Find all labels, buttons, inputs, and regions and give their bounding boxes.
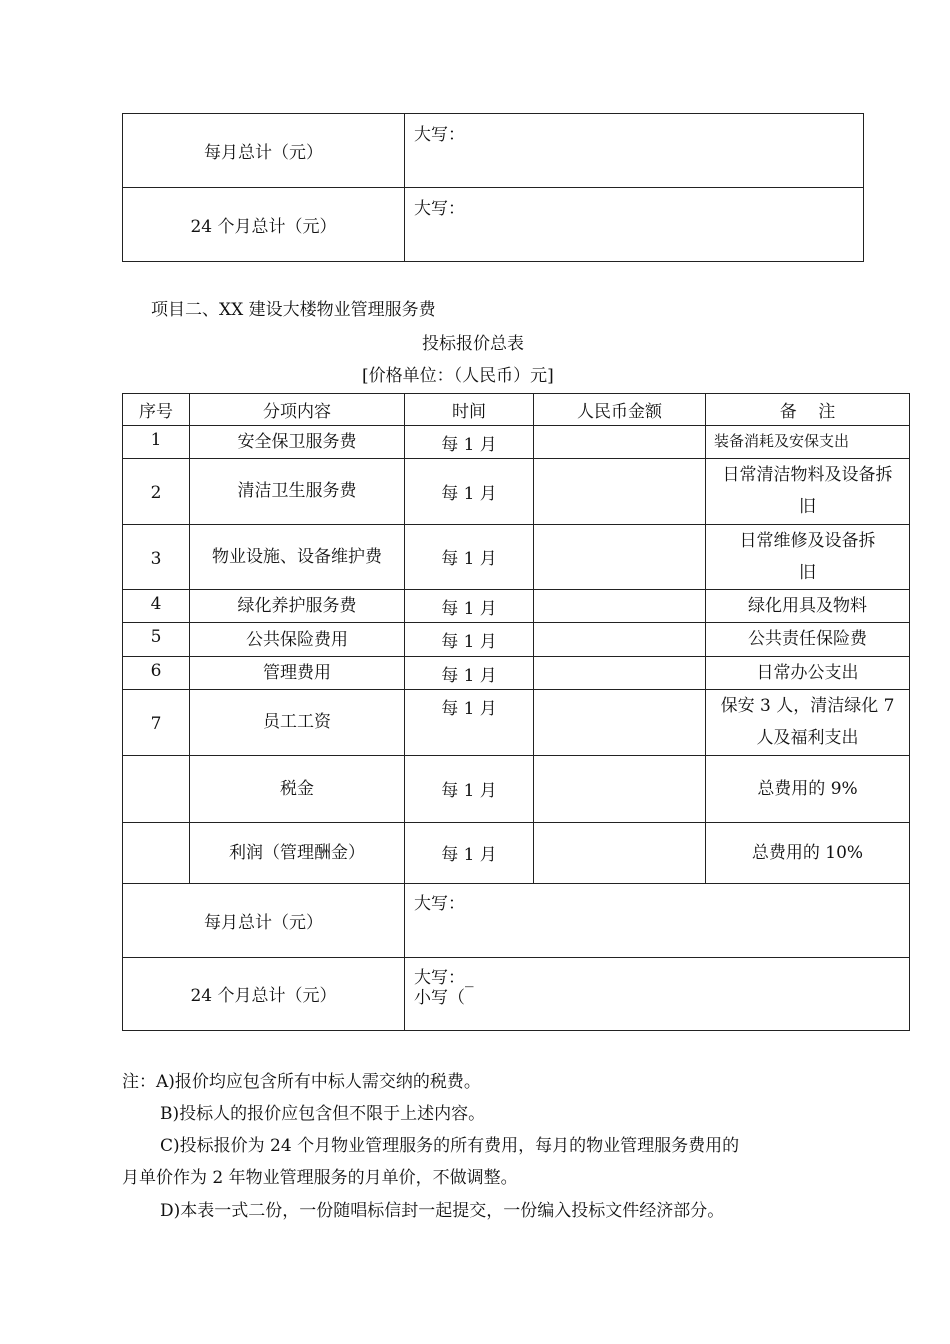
monthly-total-label: 每月总计（元） bbox=[123, 114, 405, 188]
table-row bbox=[123, 426, 910, 459]
row-amount bbox=[534, 755, 706, 822]
row-amount bbox=[534, 426, 706, 459]
row-remark: 公共责任保险费 bbox=[706, 623, 910, 656]
total-lowercase-field: 小写（ bbox=[414, 988, 465, 1009]
row-no: 5 bbox=[123, 623, 190, 656]
row-item: 公共保险费用 bbox=[190, 623, 405, 656]
note-c-continued: 月单价作为 2 年物业管理服务的月单价，不做调整。 bbox=[122, 1168, 518, 1188]
row-remark: 绿化用具及物料 bbox=[706, 590, 910, 623]
row-amount bbox=[534, 623, 706, 656]
monthly-total-row bbox=[123, 883, 910, 957]
table-row bbox=[123, 656, 910, 689]
table-row bbox=[123, 590, 910, 623]
row-item: 安全保卫服务费 bbox=[190, 426, 405, 459]
table-row bbox=[123, 524, 910, 590]
bid-price-table bbox=[122, 393, 910, 1031]
table-header-row bbox=[123, 394, 910, 426]
row-time: 每 1 月 bbox=[405, 590, 534, 623]
monthly-total-value: 大写： bbox=[405, 114, 864, 188]
total-24-months-value bbox=[405, 957, 910, 1030]
header-remark: 备 注 bbox=[706, 394, 910, 426]
row-time: 每 1 月 bbox=[405, 459, 534, 525]
row-item: 税金 bbox=[190, 755, 405, 822]
row-no bbox=[123, 822, 190, 883]
row-remark: 总费用的 10% bbox=[706, 822, 910, 883]
total-24-months-row bbox=[123, 957, 910, 1030]
note-c: C)投标报价为 24 个月物业管理服务的所有费用，每月的物业管理服务费用的 bbox=[160, 1136, 740, 1156]
header-no: 序号 bbox=[123, 394, 190, 426]
row-remark: 总费用的 9% bbox=[706, 755, 910, 822]
row-no: 1 bbox=[123, 426, 190, 459]
header-amount: 人民币金额 bbox=[534, 394, 706, 426]
row-amount bbox=[534, 524, 706, 590]
row-time: 每 1 月 bbox=[405, 822, 534, 883]
row-no: 4 bbox=[123, 590, 190, 623]
total-uppercase-field: 大写：_ bbox=[414, 967, 474, 988]
total-24-months-value: 大写： bbox=[405, 188, 864, 262]
header-time: 时间 bbox=[405, 394, 534, 426]
table-row bbox=[123, 459, 910, 525]
row-item: 物业设施、设备维护费 bbox=[190, 524, 405, 590]
row-time: 每 1 月 bbox=[405, 426, 534, 459]
row-time: 每 1 月 bbox=[405, 623, 534, 656]
prior-summary-table bbox=[122, 113, 864, 262]
total-24-months-label: 24 个月总计（元） bbox=[123, 188, 405, 262]
row-remark: 日常维修及设备拆旧 bbox=[706, 524, 910, 590]
price-unit-line: [价格单位：（人民币）元] bbox=[362, 366, 554, 386]
table-row bbox=[123, 755, 910, 822]
project-title: 项目二、XX 建设大楼物业管理服务费 bbox=[151, 300, 436, 320]
row-remark: 保安 3 人，清洁绿化 7 人及福利支出 bbox=[706, 690, 910, 756]
monthly-total-value: 大写： bbox=[405, 883, 910, 957]
monthly-total-label: 每月总计（元） bbox=[123, 883, 405, 957]
row-no: 7 bbox=[123, 690, 190, 756]
row-time: 每 1 月 bbox=[405, 656, 534, 689]
row-remark: 日常办公支出 bbox=[706, 656, 910, 689]
row-remark: 装备消耗及安保支出 bbox=[706, 426, 910, 459]
row-no: 3 bbox=[123, 524, 190, 590]
header-item: 分项内容 bbox=[190, 394, 405, 426]
row-no: 2 bbox=[123, 459, 190, 525]
row-time: 每 1 月 bbox=[405, 690, 534, 756]
row-no: 6 bbox=[123, 656, 190, 689]
row-item: 绿化养护服务费 bbox=[190, 590, 405, 623]
table-row bbox=[123, 623, 910, 656]
row-amount bbox=[534, 690, 706, 756]
row-amount bbox=[534, 459, 706, 525]
row-amount bbox=[534, 822, 706, 883]
row-amount bbox=[534, 656, 706, 689]
note-d: D)本表一式二份，一份随唱标信封一起提交，一份编入投标文件经济部分。 bbox=[160, 1201, 725, 1221]
total-24-months-label: 24 个月总计（元） bbox=[123, 957, 405, 1030]
row-time: 每 1 月 bbox=[405, 524, 534, 590]
row-amount bbox=[534, 590, 706, 623]
row-item: 利润（管理酬金） bbox=[190, 822, 405, 883]
row-item: 清洁卫生服务费 bbox=[190, 459, 405, 525]
note-a: 注：A)报价均应包含所有中标人需交纳的税费。 bbox=[122, 1072, 481, 1092]
table-row bbox=[123, 690, 910, 756]
note-b: B)投标人的报价应包含但不限于上述内容。 bbox=[160, 1104, 486, 1124]
row-item: 员工工资 bbox=[190, 690, 405, 756]
row-time: 每 1 月 bbox=[405, 755, 534, 822]
row-remark: 日常清洁物料及设备拆旧 bbox=[706, 459, 910, 525]
table-row bbox=[123, 822, 910, 883]
table-title: 投标报价总表 bbox=[422, 334, 524, 354]
row-no bbox=[123, 755, 190, 822]
row-item: 管理费用 bbox=[190, 656, 405, 689]
